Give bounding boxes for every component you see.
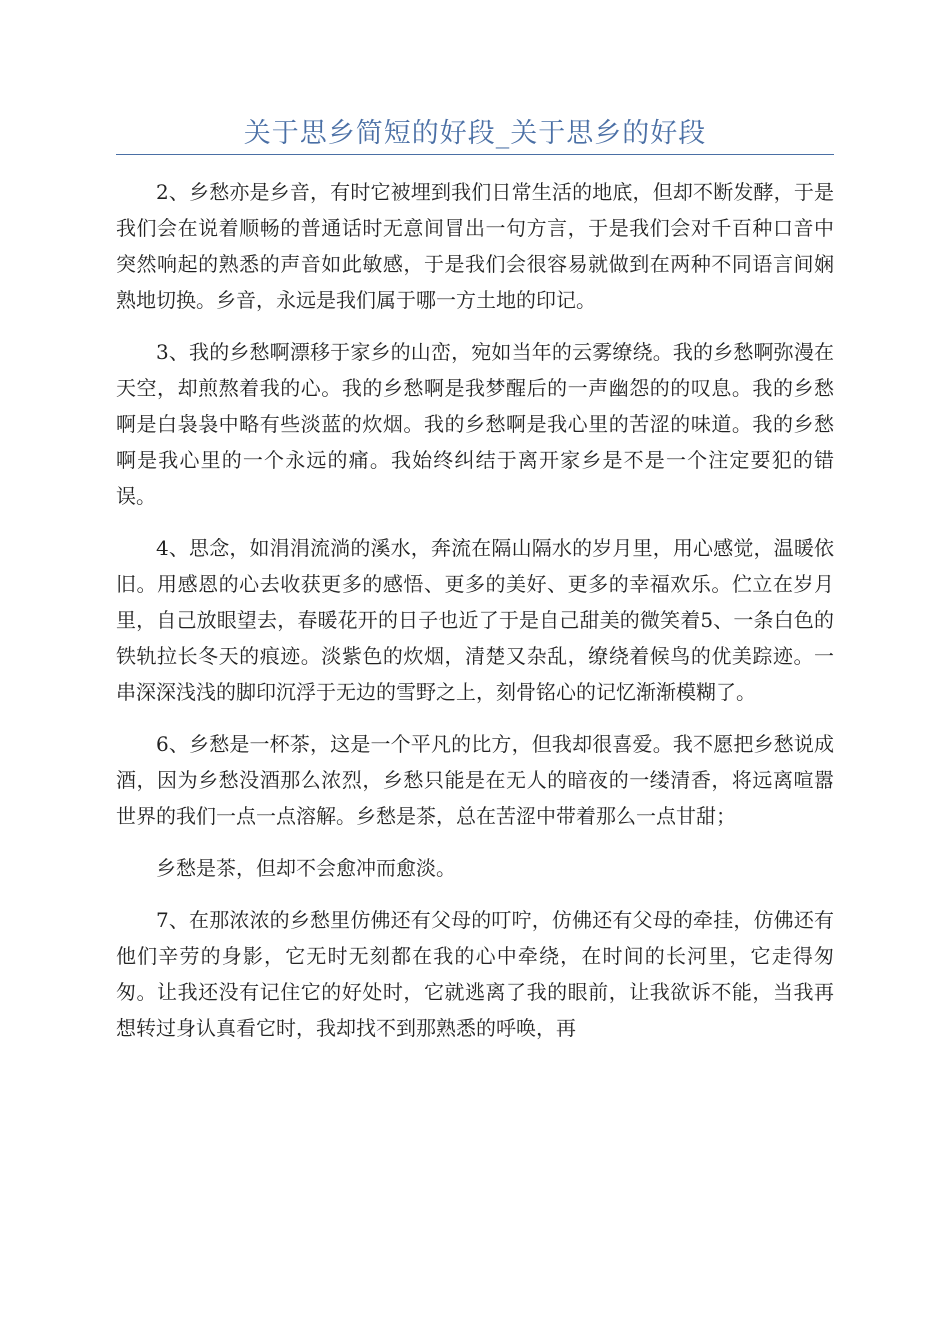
title-divider bbox=[116, 154, 834, 155]
document-body bbox=[116, 174, 834, 1062]
paragraph: 2、乡愁亦是乡音，有时它被埋到我们日常生活的地底，但却不断发酵，于是我们会在说着顺畅的普通话时无意间冒出一句方言，于是我们会对千百种口音中突然响起的熟悉的声音如此敏感，于是我们会很容易就做到在两种不同语言间娴熟地切换。乡音，永远是我们属于哪一方土地的印记。 bbox=[116, 180, 834, 312]
paragraph: 4、思念，如涓涓流淌的溪水，奔流在隔山隔水的岁月里，用心感觉，温暖依旧。用感恩的心去收获更多的感悟、更多的美好、更多的幸福欢乐。伫立在岁月里，自己放眼望去，春暖花开的日子也近了于是自己甜美的微笑着5、一条白色的铁轨拉长冬天的痕迹。淡紫色的炊烟，清楚又杂乱，缭绕着候鸟的优美踪迹。一串深深浅浅的脚印沉浮于无边的雪野之上，刻骨铭心的记忆渐渐模糊了。 bbox=[116, 536, 834, 704]
document-title: 关于思乡简短的好段_关于思乡的好段 bbox=[243, 118, 707, 149]
paragraph: 3、我的乡愁啊漂移于家乡的山峦，宛如当年的云雾缭绕。我的乡愁啊弥漫在天空，却煎熬着我的心。我的乡愁啊是我梦醒后的一声幽怨的的叹息。我的乡愁啊是白袅袅中略有些淡蓝的炊烟。我的乡愁啊是我心里的苦涩的味道。我的乡愁啊是我心里的一个永远的痛。我始终纠结于离开家乡是不是一个注定要犯的错误。 bbox=[116, 340, 834, 508]
paragraph: 7、在那浓浓的乡愁里仿佛还有父母的叮咛，仿佛还有父母的牵挂，仿佛还有他们辛劳的身影，它无时无刻都在我的心中牵绕，在时间的长河里，它走得匆匆。让我还没有记住它的好处时，它就逃离了我的眼前，让我欲诉不能，当我再想转过身认真看它时，我却找不到那熟悉的呼唤，再 bbox=[116, 908, 834, 1040]
paragraph: 6、乡愁是一杯茶，这是一个平凡的比方，但我却很喜爱。我不愿把乡愁说成酒，因为乡愁没酒那么浓烈，乡愁只能是在无人的暗夜的一缕清香，将远离喧嚣世界的我们一点一点溶解。乡愁是茶，总在苦涩中带着那么一点甘甜； bbox=[116, 732, 834, 828]
paragraph: 乡愁是茶，但却不会愈冲而愈淡。 bbox=[156, 856, 456, 880]
